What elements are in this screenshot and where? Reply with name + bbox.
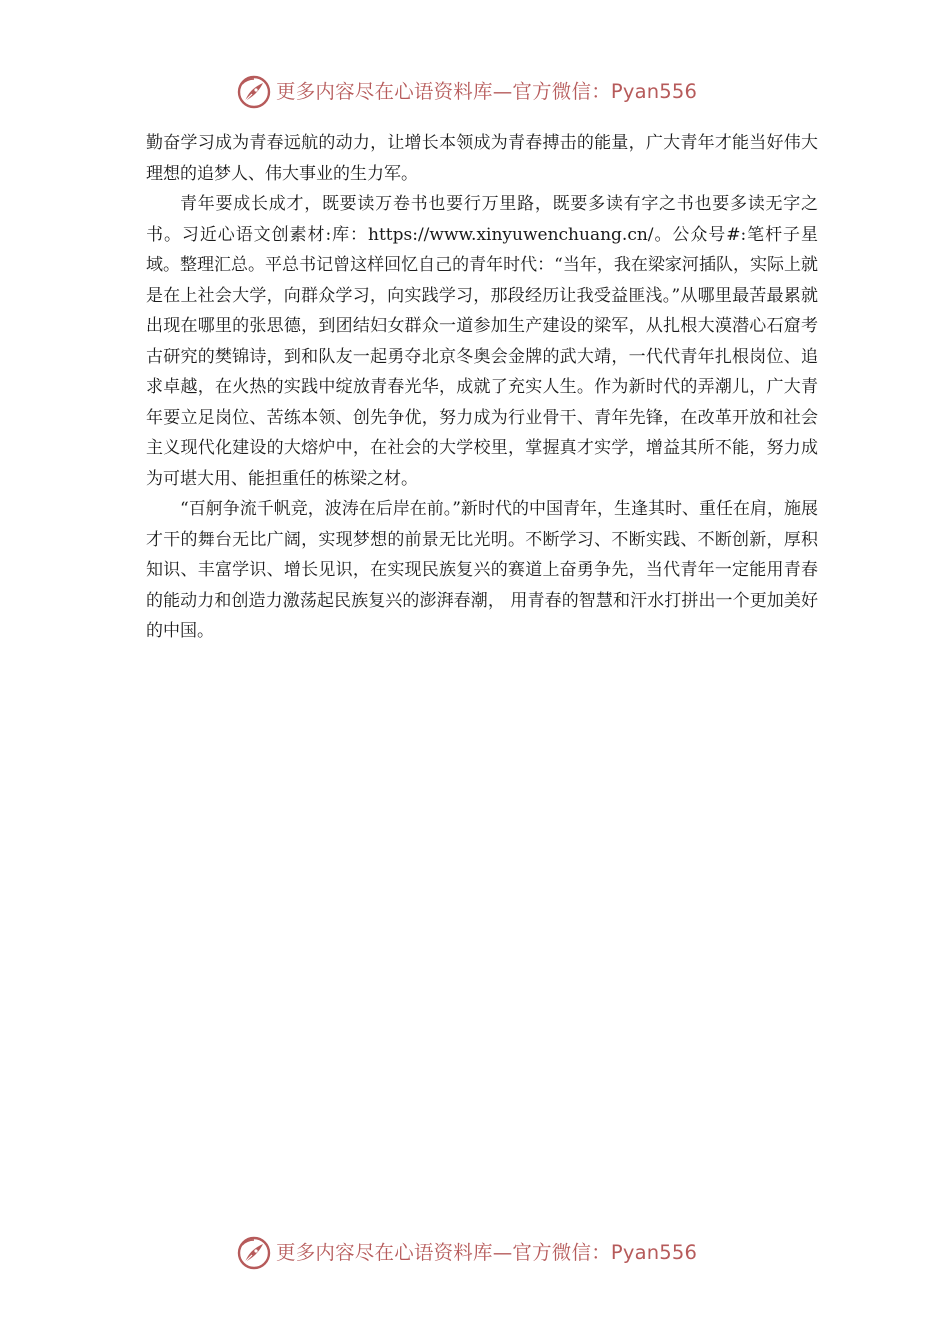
pen-nib-logo-icon xyxy=(236,74,272,110)
pen-nib-logo-icon xyxy=(236,1235,272,1271)
header-banner-content xyxy=(236,72,697,112)
footer-banner-text: 更多内容尽在心语资料库—官方微信：Pyan556 xyxy=(276,1241,698,1264)
header-banner-text: 更多内容尽在心语资料库—官方微信：Pyan556 xyxy=(276,80,698,103)
article-body xyxy=(146,128,818,647)
header-banner xyxy=(0,72,950,112)
article-paragraph-2: 青年要成长成才，既要读万卷书也要行万里路，既要多读有字之书也要多读无字之书。习近心语文创素材:库：https://www.xinyuwenchuang.cn/。公众号#:笔杆子星域。整理汇总。平总书记曾这样回忆自己的青年时代：“当年，我在梁家河插队，实际上就是在上社会大学，向群众学习，向实践学习，那段经历让我受益匪浅。”从哪里最苦最累就出现在哪里的张思德，到团结妇女群众一道参加生产建设的梁军，从扎根大漠潜心石窟考古研究的樊锦诗，到和队友一起勇夺北京冬奥会金牌的武大靖，一代代青年扎根岗位、追求卓越，在火热的实践中绽放青春光华，成就了充实人生。作为新时代的弄潮儿，广大青年要立足岗位、苦练本领、创先争优，努力成为行业骨干、青年先锋，在改革开放和社会主义现代化建设的大熔炉中，在社会的大学校里，掌握真才实学，增益其所不能，努力成为可堪大用、能担重任的栋梁之材。 xyxy=(146,194,818,489)
article-paragraph-1: 勤奋学习成为青春远航的动力，让增长本领成为青春搏击的能量，广大青年才能当好伟大理想的追梦人、伟大事业的生力军。 xyxy=(146,133,818,184)
footer-banner xyxy=(0,1233,950,1273)
footer-banner-content xyxy=(236,1233,697,1273)
article-paragraph-3: “百舸争流千帆竞，波涛在后岸在前。”新时代的中国青年，生逢其时、重任在肩，施展才干的舞台无比广阔，实现梦想的前景无比光明。不断学习、不断实践、不断创新，厚积知识、丰富学识、增长见识，在实现民族复兴的赛道上奋勇争先，当代青年一定能用青春的能动力和创造力激荡起民族复兴的澎湃春潮， 用青春的智慧和汗水打拼出一个更加美好的中国。 xyxy=(146,499,818,641)
